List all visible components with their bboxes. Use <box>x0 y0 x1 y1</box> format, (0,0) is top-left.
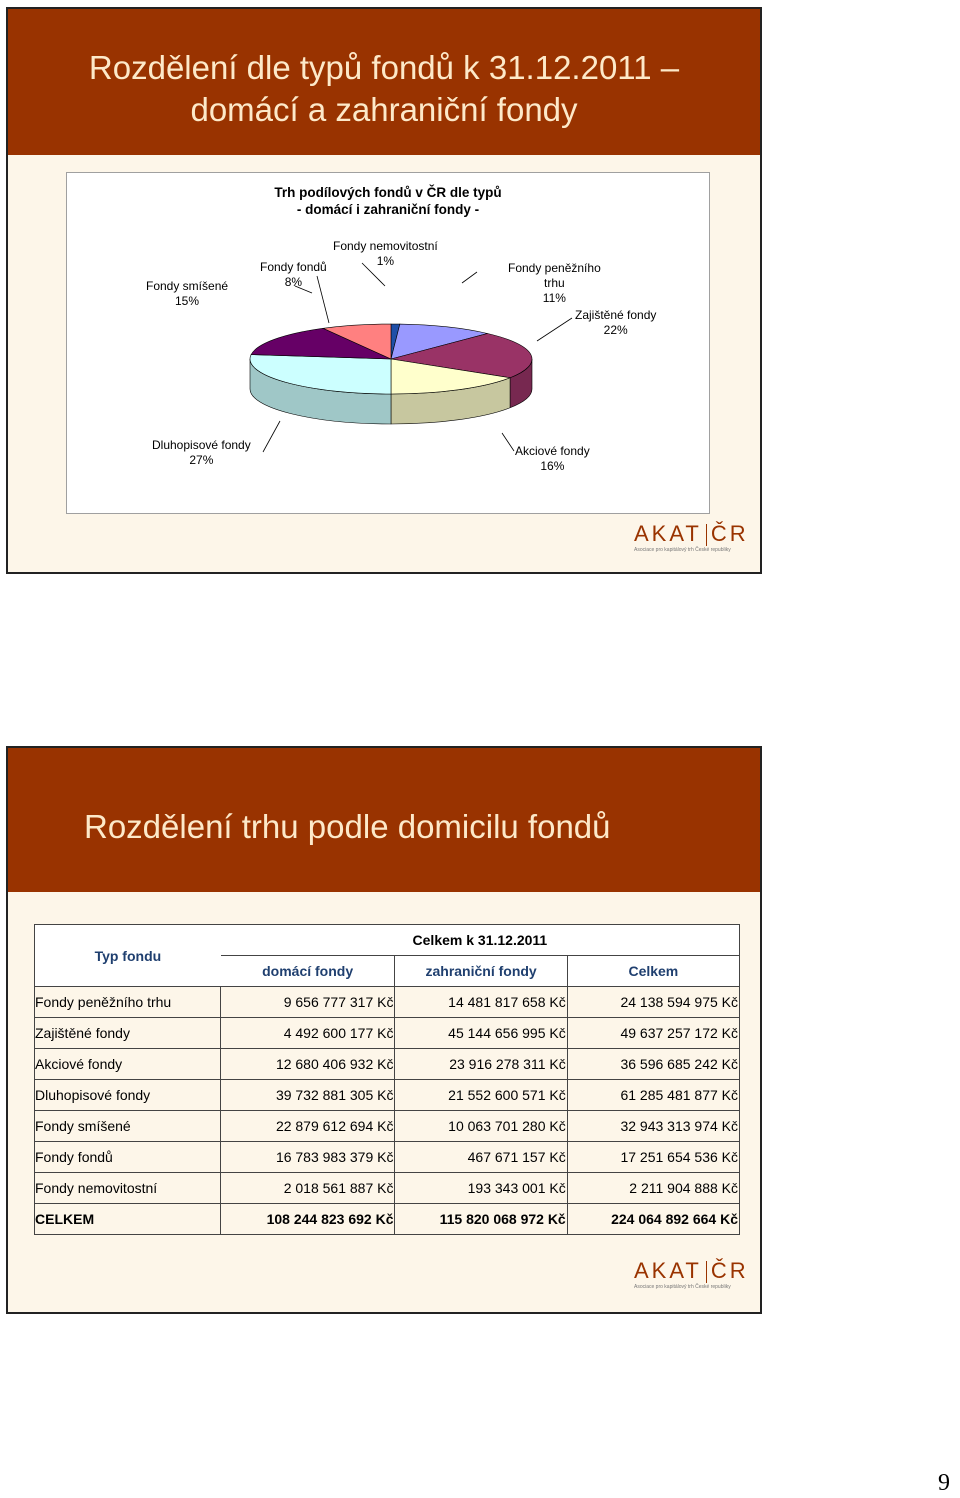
akat-logo: AKAT ČR Asociace pro kapitálový trh České republiky <box>634 1258 749 1290</box>
cell-domestic: 2 018 561 887 Kč <box>221 1173 395 1204</box>
cell-foreign: 467 671 157 Kč <box>395 1142 567 1173</box>
cell-type: Fondy smíšené <box>35 1111 221 1142</box>
slide-title-line1: Rozdělení dle typů fondů k 31.12.2011 – <box>88 49 680 86</box>
cell-domestic: 22 879 612 694 Kč <box>221 1111 395 1142</box>
label-fondy-smisene: Fondy smíšené 15% <box>146 279 229 308</box>
cell-type: Fondy peněžního trhu <box>35 987 221 1018</box>
label-fondy-penezniho-trhu: Fondy peněžního trhu 11% <box>508 261 601 305</box>
cell-total: 2 211 904 888 Kč <box>567 1173 739 1204</box>
cell-foreign: 21 552 600 571 Kč <box>395 1080 567 1111</box>
header-group: Celkem k 31.12.2011 <box>221 925 740 956</box>
label-zajistene-fondy: Zajištěné fondy 22% <box>575 308 657 337</box>
leader-line <box>462 272 477 283</box>
header-total: Celkem <box>567 956 739 987</box>
cell-domestic: 16 783 983 379 Kč <box>221 1142 395 1173</box>
cell-domestic: 108 244 823 692 Kč <box>221 1204 395 1235</box>
table-row <box>35 1173 740 1204</box>
leader-line <box>502 433 514 451</box>
slide-title-line2: domácí a zahraniční fondy <box>190 91 578 128</box>
cell-type: CELKEM <box>35 1204 221 1235</box>
cell-total: 61 285 481 877 Kč <box>567 1080 739 1111</box>
table-body <box>35 987 740 1235</box>
cell-foreign: 10 063 701 280 Kč <box>395 1111 567 1142</box>
pie-chart <box>66 172 710 514</box>
label-dluhopisove-fondy: Dluhopisové fondy 27% <box>152 438 251 467</box>
cell-domestic: 9 656 777 317 Kč <box>221 987 395 1018</box>
table-row <box>35 987 740 1018</box>
leader-line <box>263 421 280 452</box>
chart-title-line1: Trh podílových fondů v ČR dle typů <box>274 185 502 200</box>
slide-title: Rozdělení trhu podle domicilu fondů <box>84 808 611 845</box>
akat-logo: AKAT ČR Asociace pro kapitálový trh České republiky <box>634 521 749 553</box>
cell-foreign: 14 481 817 658 Kč <box>395 987 567 1018</box>
cell-domestic: 12 680 406 932 Kč <box>221 1049 395 1080</box>
slide-fund-types <box>6 7 762 574</box>
slide-domicile <box>6 746 762 1314</box>
cell-type: Zajištěné fondy <box>35 1018 221 1049</box>
cell-type: Fondy fondů <box>35 1142 221 1173</box>
slide-header <box>8 748 760 892</box>
table-total-row <box>35 1204 740 1235</box>
table-row <box>35 1018 740 1049</box>
header-domestic: domácí fondy <box>221 956 395 987</box>
table-row <box>35 1142 740 1173</box>
cell-total: 24 138 594 975 Kč <box>567 987 739 1018</box>
cell-type: Fondy nemovitostní <box>35 1173 221 1204</box>
cell-type: Akciové fondy <box>35 1049 221 1080</box>
cell-total: 32 943 313 974 Kč <box>567 1111 739 1142</box>
cell-foreign: 193 343 001 Kč <box>395 1173 567 1204</box>
slide-header <box>8 9 760 155</box>
cell-total: 36 596 685 242 Kč <box>567 1049 739 1080</box>
table-row <box>35 1080 740 1111</box>
domicile-table <box>34 924 740 1235</box>
slide-title <box>8 9 760 131</box>
label-fondy-nemovitostni: Fondy nemovitostní 1% <box>333 239 438 268</box>
page-number: 9 <box>938 1470 950 1496</box>
table-row <box>35 1111 740 1142</box>
label-akciove-fondy: Akciové fondy 16% <box>515 444 590 473</box>
header-foreign: zahraniční fondy <box>395 956 567 987</box>
leader-line <box>537 318 572 341</box>
chart-title-line2: - domácí i zahraniční fondy - <box>296 202 480 217</box>
cell-total: 224 064 892 664 Kč <box>567 1204 739 1235</box>
label-fondy-fondu: Fondy fondů 8% <box>260 260 327 289</box>
cell-domestic: 39 732 881 305 Kč <box>221 1080 395 1111</box>
cell-total: 49 637 257 172 Kč <box>567 1018 739 1049</box>
cell-foreign: 23 916 278 311 Kč <box>395 1049 567 1080</box>
cell-total: 17 251 654 536 Kč <box>567 1142 739 1173</box>
table-row <box>35 1049 740 1080</box>
header-type: Typ fondu <box>35 925 221 987</box>
cell-type: Dluhopisové fondy <box>35 1080 221 1111</box>
cell-foreign: 45 144 656 995 Kč <box>395 1018 567 1049</box>
cell-foreign: 115 820 068 972 Kč <box>395 1204 567 1235</box>
cell-domestic: 4 492 600 177 Kč <box>221 1018 395 1049</box>
